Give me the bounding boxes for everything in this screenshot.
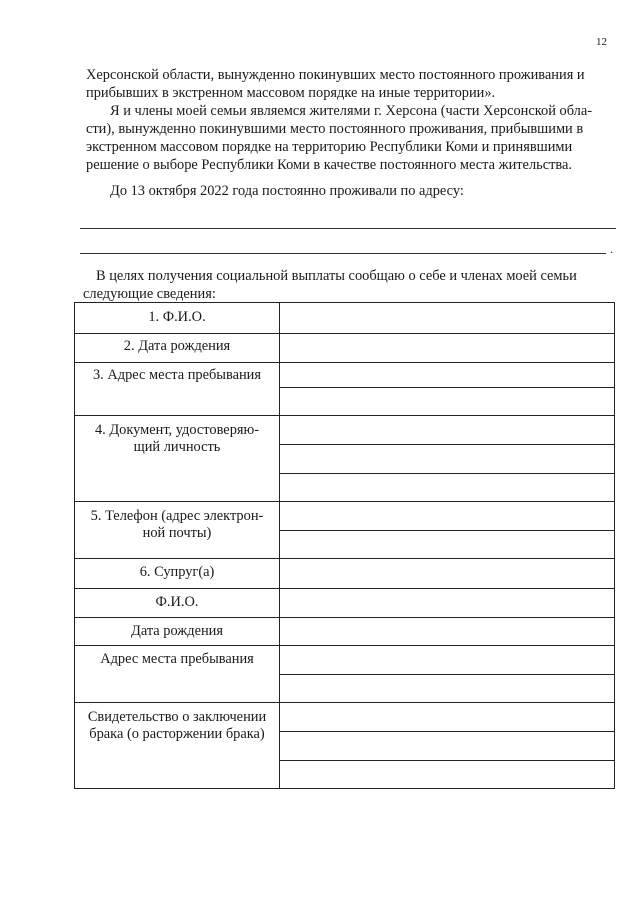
address-fill-line[interactable]: [80, 228, 616, 229]
row-divider: [75, 702, 614, 703]
row-divider: [75, 501, 614, 502]
value-subrow-divider: [279, 444, 614, 445]
row-divider: [75, 415, 614, 416]
row-divider: [75, 333, 614, 334]
row-label-spouse-stay-address: Адрес места пребывания: [100, 651, 254, 667]
paragraph-line: экстренном массовом порядке на территорию Республики Коми и принявшими: [86, 139, 573, 155]
row-label-phone-email: ной почты): [142, 525, 212, 541]
row-label-identity-document: 4. Документ, удостоверяю-: [94, 422, 260, 438]
row-label-full-name: 1. Ф.И.О.: [148, 309, 206, 325]
row-divider: [75, 362, 614, 363]
value-subrow-divider: [279, 674, 614, 675]
row-divider: [75, 617, 614, 618]
row-label-spouse-birth-date: Дата рождения: [131, 623, 223, 639]
paragraph-line: прибывших в экстренном массовом порядке на иные территории».: [86, 85, 496, 101]
row-label-identity-document: щий личность: [133, 439, 221, 455]
row-label-spouse-full-name: Ф.И.О.: [155, 594, 199, 610]
paragraph-line: сти), вынужденно покинувшими место постоянного проживания, прибывшими в: [86, 121, 584, 137]
value-subrow-divider: [279, 760, 614, 761]
paragraph-line: Херсонской области, вынужденно покинувших место постоянного проживания и: [86, 67, 585, 83]
column-divider: [279, 303, 280, 788]
paragraph-line: В целях получения социальной выплаты сообщаю о себе и членах моей семьи: [96, 268, 577, 284]
row-divider: [75, 558, 614, 559]
row-label-marriage-certificate: брака (о расторжении брака): [89, 726, 265, 742]
paragraph-line: решение о выборе Республики Коми в качестве постоянного места жительства.: [86, 157, 572, 173]
value-subrow-divider: [279, 473, 614, 474]
paragraph-line: следующие сведения:: [83, 286, 216, 302]
address-intro: До 13 октября 2022 года постоянно проживали по адресу:: [110, 183, 464, 199]
row-label-spouse: 6. Супруг(а): [139, 564, 215, 580]
row-label-birth-date: 2. Дата рождения: [123, 338, 231, 354]
info-table: [74, 302, 615, 789]
value-subrow-divider: [279, 731, 614, 732]
page-number: 12: [596, 36, 607, 48]
row-divider: [75, 588, 614, 589]
address-fill-line[interactable]: [80, 253, 606, 254]
row-label-phone-email: 5. Телефон (адрес электрон-: [90, 508, 264, 524]
value-subrow-divider: [279, 387, 614, 388]
value-subrow-divider: [279, 530, 614, 531]
row-label-stay-address: 3. Адрес места пребывания: [92, 367, 261, 383]
address-end-dot: .: [610, 242, 613, 256]
paragraph-line: Я и члены моей семьи являемся жителями г. Херсона (части Херсонской обла-: [110, 103, 593, 119]
row-label-marriage-certificate: Свидетельство о заключении: [87, 709, 267, 725]
row-divider: [75, 645, 614, 646]
